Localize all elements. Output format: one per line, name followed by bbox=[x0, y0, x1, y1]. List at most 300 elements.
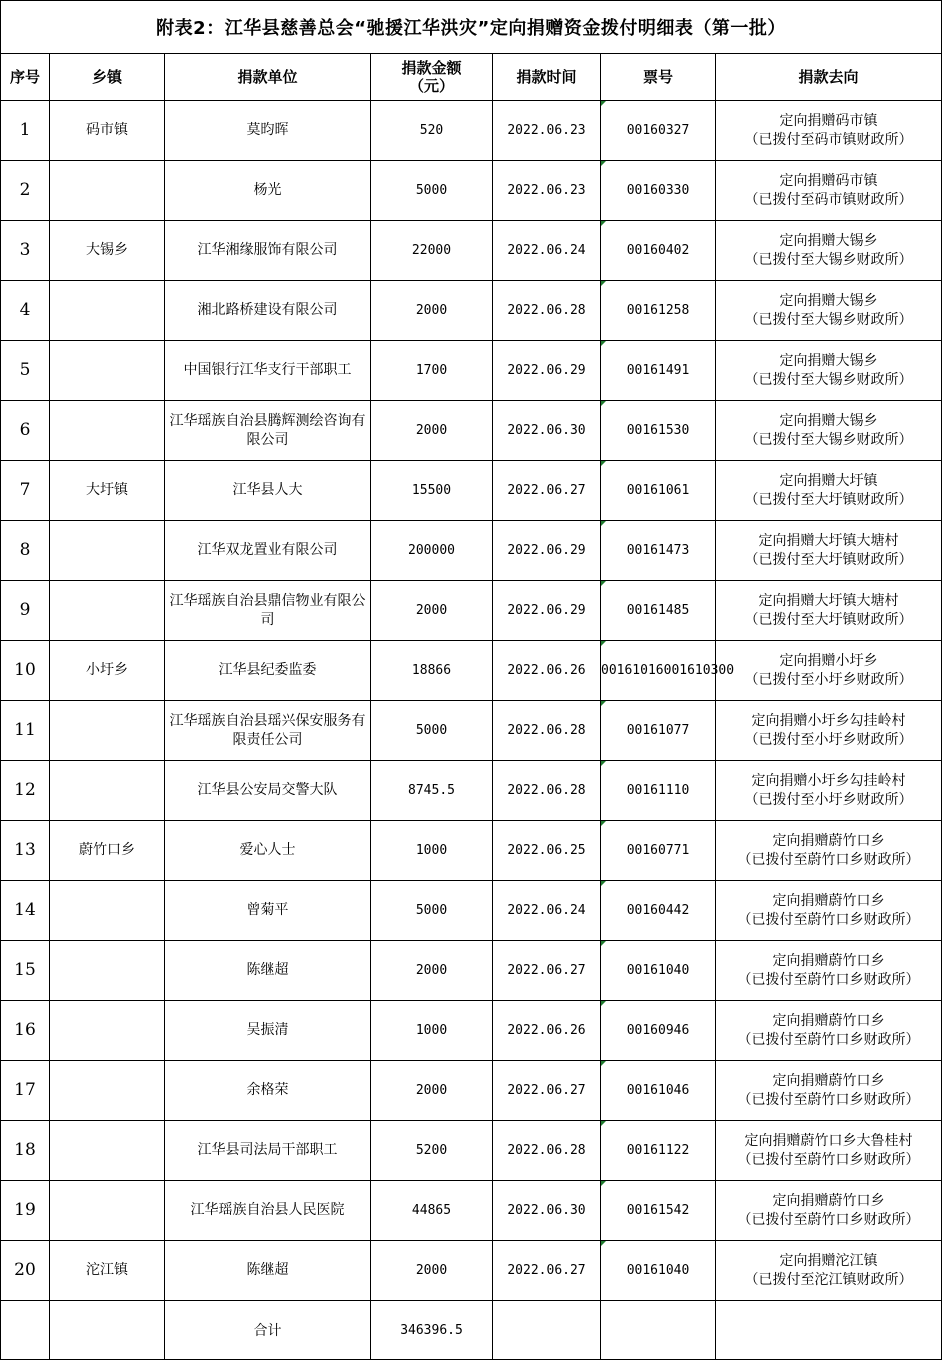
cell-destination bbox=[716, 1001, 942, 1061]
cell-date-text: 2022.06.23 bbox=[507, 183, 586, 198]
cell-ticket-text: 00160327 bbox=[626, 123, 690, 138]
cell-donor bbox=[165, 581, 371, 641]
cell-donor bbox=[165, 1061, 371, 1121]
cell-index-text: 12 bbox=[14, 780, 36, 800]
destination-line2: （已拨付至蔚竹口乡财政所） bbox=[737, 851, 920, 868]
cell-destination bbox=[716, 641, 942, 701]
total-town-cell bbox=[50, 1301, 165, 1360]
table-row bbox=[1, 941, 942, 1001]
cell-ticket bbox=[601, 221, 716, 281]
comment-marker-icon bbox=[601, 581, 606, 586]
cell-destination bbox=[716, 1061, 942, 1121]
cell-destination bbox=[716, 521, 942, 581]
cell-donor bbox=[165, 881, 371, 941]
destination-line2: （已拨付至蔚竹口乡财政所） bbox=[737, 1211, 920, 1228]
destination-line1: 定向捐赠码市镇 bbox=[779, 112, 878, 129]
cell-donor bbox=[165, 461, 371, 521]
cell-town bbox=[50, 1001, 165, 1061]
cell-amount-text: 2000 bbox=[415, 303, 448, 318]
cell-amount-text: 5200 bbox=[415, 1143, 448, 1158]
table-row bbox=[1, 1121, 942, 1181]
destination-line2: （已拨付至蔚竹口乡财政所） bbox=[737, 971, 920, 988]
cell-donor-text: 吴振清 bbox=[246, 1022, 289, 1038]
cell-town bbox=[50, 1241, 165, 1301]
destination-line2: （已拨付至大锡乡财政所） bbox=[744, 311, 913, 328]
cell-date bbox=[493, 461, 601, 521]
cell-town bbox=[50, 1121, 165, 1181]
cell-ticket bbox=[601, 761, 716, 821]
cell-donor bbox=[165, 941, 371, 1001]
table-row bbox=[1, 101, 942, 161]
cell-town bbox=[50, 341, 165, 401]
cell-index-text: 15 bbox=[14, 960, 36, 980]
cell-index-text: 6 bbox=[19, 420, 31, 440]
cell-donor bbox=[165, 1181, 371, 1241]
cell-date bbox=[493, 641, 601, 701]
table-row bbox=[1, 521, 942, 581]
cell-donor-text: 曾菊平 bbox=[246, 902, 289, 918]
cell-ticket-text: 00161258 bbox=[626, 303, 690, 318]
cell-donor bbox=[165, 221, 371, 281]
total-ticket-cell bbox=[601, 1301, 716, 1360]
cell-ticket bbox=[601, 161, 716, 221]
table-row bbox=[1, 401, 942, 461]
cell-amount-text: 2000 bbox=[415, 603, 448, 618]
destination-line2: （已拨付至大圩镇财政所） bbox=[744, 611, 913, 628]
cell-index bbox=[1, 1241, 50, 1301]
cell-date bbox=[493, 401, 601, 461]
cell-ticket-text: 00160402 bbox=[626, 243, 690, 258]
destination-line1: 定向捐赠蔚竹口乡 bbox=[772, 1072, 885, 1089]
cell-ticket-text: 00161491 bbox=[626, 363, 690, 378]
cell-ticket-text: 00161122 bbox=[626, 1143, 690, 1158]
cell-destination bbox=[716, 101, 942, 161]
cell-donor-text: 江华瑶族自治县鼎信物业有限公司 bbox=[169, 592, 366, 628]
table-row bbox=[1, 1001, 942, 1061]
destination-line2: （已拨付至大锡乡财政所） bbox=[744, 371, 913, 388]
comment-marker-icon bbox=[601, 281, 606, 286]
total-date-cell bbox=[493, 1301, 601, 1360]
cell-destination bbox=[716, 1181, 942, 1241]
cell-date-text: 2022.06.27 bbox=[507, 1263, 586, 1278]
cell-index-text: 10 bbox=[14, 660, 36, 680]
cell-ticket bbox=[601, 701, 716, 761]
comment-marker-icon bbox=[601, 701, 606, 706]
cell-index bbox=[1, 1001, 50, 1061]
cell-amount-text: 1000 bbox=[415, 843, 448, 858]
comment-marker-icon bbox=[601, 401, 606, 406]
cell-donor-text: 江华县公安局交警大队 bbox=[197, 782, 338, 798]
cell-donor bbox=[165, 701, 371, 761]
comment-marker-icon bbox=[601, 1121, 606, 1126]
cell-ticket-text: 00161046 bbox=[626, 1083, 690, 1098]
cell-date-text: 2022.06.28 bbox=[507, 723, 586, 738]
cell-index bbox=[1, 341, 50, 401]
cell-amount bbox=[371, 401, 493, 461]
cell-ticket bbox=[601, 1181, 716, 1241]
table-row bbox=[1, 281, 942, 341]
destination-line1: 定向捐赠蔚竹口乡 bbox=[772, 952, 885, 969]
cell-date bbox=[493, 1061, 601, 1121]
destination-line1: 定向捐赠蔚竹口乡 bbox=[772, 832, 885, 849]
cell-date-text: 2022.06.28 bbox=[507, 303, 586, 318]
cell-index bbox=[1, 1121, 50, 1181]
comment-marker-icon bbox=[601, 881, 606, 886]
cell-town bbox=[50, 701, 165, 761]
cell-destination bbox=[716, 221, 942, 281]
cell-donor-text: 江华瑶族自治县人民医院 bbox=[190, 1202, 345, 1218]
cell-amount-text: 5000 bbox=[415, 903, 448, 918]
header-amount-line1: 捐款金额 bbox=[401, 59, 462, 77]
header-date: 捐款时间 bbox=[493, 54, 601, 101]
comment-marker-icon bbox=[601, 461, 606, 466]
cell-date bbox=[493, 101, 601, 161]
table-title: 附表2：江华县慈善总会“驰援江华洪灾”定向捐赠资金拨付明细表（第一批） bbox=[1, 1, 942, 54]
cell-date bbox=[493, 341, 601, 401]
cell-date bbox=[493, 581, 601, 641]
destination-line2: （已拨付至小圩乡财政所） bbox=[744, 671, 913, 688]
cell-amount-text: 2000 bbox=[415, 1083, 448, 1098]
cell-index-text: 9 bbox=[19, 600, 31, 620]
cell-index bbox=[1, 401, 50, 461]
table-row bbox=[1, 1181, 942, 1241]
cell-donor-text: 江华瑶族自治县瑶兴保安服务有限责任公司 bbox=[169, 712, 366, 748]
comment-marker-icon bbox=[601, 341, 606, 346]
cell-date-text: 2022.06.30 bbox=[507, 423, 586, 438]
cell-destination bbox=[716, 761, 942, 821]
cell-town bbox=[50, 281, 165, 341]
cell-destination bbox=[716, 161, 942, 221]
destination-line2: （已拨付至小圩乡财政所） bbox=[744, 731, 913, 748]
cell-date bbox=[493, 281, 601, 341]
table-body bbox=[1, 101, 942, 1301]
cell-index bbox=[1, 941, 50, 1001]
cell-ticket-text: 00161110 bbox=[626, 783, 690, 798]
cell-date bbox=[493, 881, 601, 941]
cell-amount bbox=[371, 521, 493, 581]
cell-amount bbox=[371, 281, 493, 341]
cell-index-text: 20 bbox=[14, 1260, 36, 1280]
destination-line1: 定向捐赠小圩乡勾挂岭村 bbox=[751, 712, 906, 729]
cell-amount-text: 5000 bbox=[415, 183, 448, 198]
cell-ticket-text: 00160442 bbox=[626, 903, 690, 918]
header-ticket: 票号 bbox=[601, 54, 716, 101]
cell-destination bbox=[716, 941, 942, 1001]
cell-index bbox=[1, 161, 50, 221]
cell-ticket bbox=[601, 1241, 716, 1301]
cell-donor-text: 陈继超 bbox=[246, 962, 289, 978]
cell-donor-text: 江华县司法局干部职工 bbox=[197, 1142, 338, 1158]
header-donor: 捐款单位 bbox=[165, 54, 371, 101]
cell-amount-text: 22000 bbox=[411, 243, 452, 258]
cell-town-text: 码市镇 bbox=[86, 122, 128, 138]
cell-index-text: 14 bbox=[14, 900, 36, 920]
table-row bbox=[1, 821, 942, 881]
cell-destination bbox=[716, 881, 942, 941]
cell-donor-text: 湘北路桥建设有限公司 bbox=[197, 302, 338, 318]
cell-donor bbox=[165, 161, 371, 221]
table-row bbox=[1, 701, 942, 761]
destination-line1: 定向捐赠大锡乡 bbox=[779, 412, 878, 429]
cell-date bbox=[493, 701, 601, 761]
cell-index bbox=[1, 281, 50, 341]
cell-ticket-text: 00161530 bbox=[626, 423, 690, 438]
total-destination-cell bbox=[716, 1301, 942, 1360]
cell-destination bbox=[716, 701, 942, 761]
cell-donor-text: 陈继超 bbox=[246, 1262, 289, 1278]
cell-donor bbox=[165, 641, 371, 701]
cell-donor bbox=[165, 1241, 371, 1301]
table-row bbox=[1, 1061, 942, 1121]
cell-index bbox=[1, 1061, 50, 1121]
table-row bbox=[1, 761, 942, 821]
header-amount-line2: （元） bbox=[408, 77, 454, 95]
comment-marker-icon bbox=[601, 1181, 606, 1186]
cell-index bbox=[1, 461, 50, 521]
destination-line2: （已拨付至沱江镇财政所） bbox=[744, 1271, 913, 1288]
cell-amount bbox=[371, 101, 493, 161]
destination-line1: 定向捐赠大锡乡 bbox=[779, 232, 878, 249]
destination-line1: 定向捐赠大锡乡 bbox=[779, 292, 878, 309]
cell-amount-text: 8745.5 bbox=[408, 783, 455, 798]
cell-amount-text: 2000 bbox=[415, 1263, 448, 1278]
cell-donor-text: 中国银行江华支行干部职工 bbox=[183, 362, 352, 378]
destination-line1: 定向捐赠小圩乡勾挂岭村 bbox=[751, 772, 906, 789]
cell-destination bbox=[716, 1121, 942, 1181]
cell-town bbox=[50, 461, 165, 521]
cell-index bbox=[1, 701, 50, 761]
cell-amount bbox=[371, 1001, 493, 1061]
cell-town-text: 沱江镇 bbox=[86, 1262, 128, 1278]
cell-date bbox=[493, 221, 601, 281]
cell-date-text: 2022.06.27 bbox=[507, 963, 586, 978]
cell-donor-text: 杨光 bbox=[253, 182, 282, 198]
cell-index-text: 19 bbox=[14, 1200, 36, 1220]
comment-marker-icon bbox=[601, 941, 606, 946]
cell-index-text: 1 bbox=[19, 120, 31, 140]
destination-line1: 定向捐赠沱江镇 bbox=[779, 1252, 878, 1269]
cell-ticket-text: 00161542 bbox=[626, 1203, 690, 1218]
cell-amount bbox=[371, 581, 493, 641]
cell-donor bbox=[165, 401, 371, 461]
destination-line2: （已拨付至蔚竹口乡财政所） bbox=[737, 1031, 920, 1048]
cell-amount bbox=[371, 761, 493, 821]
cell-ticket bbox=[601, 821, 716, 881]
cell-town bbox=[50, 221, 165, 281]
cell-index-text: 18 bbox=[14, 1140, 36, 1160]
cell-index bbox=[1, 881, 50, 941]
cell-donor-text: 莫昀晖 bbox=[246, 122, 289, 138]
cell-date-text: 2022.06.24 bbox=[507, 903, 586, 918]
cell-index bbox=[1, 641, 50, 701]
table-row bbox=[1, 641, 942, 701]
cell-index bbox=[1, 821, 50, 881]
cell-town bbox=[50, 101, 165, 161]
cell-date-text: 2022.06.26 bbox=[507, 663, 586, 678]
cell-date-text: 2022.06.28 bbox=[507, 783, 586, 798]
cell-town bbox=[50, 1061, 165, 1121]
cell-donor-text: 江华湘缘服饰有限公司 bbox=[197, 242, 338, 258]
cell-date bbox=[493, 1001, 601, 1061]
table-row bbox=[1, 161, 942, 221]
cell-index-text: 7 bbox=[19, 480, 31, 500]
table-row bbox=[1, 1241, 942, 1301]
cell-destination bbox=[716, 341, 942, 401]
cell-amount bbox=[371, 221, 493, 281]
cell-ticket-text: 00161061 bbox=[626, 483, 690, 498]
cell-donor-text: 江华县人大 bbox=[232, 482, 303, 498]
cell-donor bbox=[165, 341, 371, 401]
cell-ticket-text: 00161016001610300 bbox=[601, 663, 735, 678]
cell-donor bbox=[165, 1121, 371, 1181]
cell-index-text: 3 bbox=[19, 240, 31, 260]
comment-marker-icon bbox=[601, 521, 606, 526]
cell-ticket bbox=[601, 1061, 716, 1121]
destination-line2: （已拨付至大锡乡财政所） bbox=[744, 431, 913, 448]
cell-amount-text: 2000 bbox=[415, 963, 448, 978]
cell-town-text: 大锡乡 bbox=[86, 242, 128, 258]
cell-date-text: 2022.06.25 bbox=[507, 843, 586, 858]
header-row bbox=[1, 54, 942, 101]
cell-town bbox=[50, 641, 165, 701]
comment-marker-icon bbox=[601, 1061, 606, 1066]
cell-town bbox=[50, 1181, 165, 1241]
cell-date bbox=[493, 161, 601, 221]
cell-town bbox=[50, 761, 165, 821]
destination-line2: （已拨付至大圩镇财政所） bbox=[744, 551, 913, 568]
destination-line2: （已拨付至码市镇财政所） bbox=[744, 131, 913, 148]
cell-ticket-text: 00160946 bbox=[626, 1023, 690, 1038]
cell-destination bbox=[716, 461, 942, 521]
total-label: 合计 bbox=[165, 1301, 371, 1360]
cell-date-text: 2022.06.29 bbox=[507, 543, 586, 558]
destination-line1: 定向捐赠蔚竹口乡 bbox=[772, 1192, 885, 1209]
cell-amount bbox=[371, 341, 493, 401]
cell-index bbox=[1, 101, 50, 161]
cell-index-text: 2 bbox=[19, 180, 31, 200]
destination-line2: （已拨付至小圩乡财政所） bbox=[744, 791, 913, 808]
comment-marker-icon bbox=[601, 1001, 606, 1006]
cell-date bbox=[493, 521, 601, 581]
cell-date bbox=[493, 761, 601, 821]
cell-ticket bbox=[601, 881, 716, 941]
cell-town bbox=[50, 821, 165, 881]
cell-amount bbox=[371, 1241, 493, 1301]
destination-line1: 定向捐赠大圩镇 bbox=[779, 472, 878, 489]
cell-town bbox=[50, 581, 165, 641]
cell-town-text: 小圩乡 bbox=[86, 662, 128, 678]
cell-date bbox=[493, 821, 601, 881]
cell-town-text: 大圩镇 bbox=[86, 482, 128, 498]
table-row bbox=[1, 881, 942, 941]
cell-ticket bbox=[601, 401, 716, 461]
cell-index-text: 4 bbox=[19, 300, 31, 320]
comment-marker-icon bbox=[601, 1241, 606, 1246]
cell-ticket-text: 00160771 bbox=[626, 843, 690, 858]
table-row bbox=[1, 341, 942, 401]
destination-line1: 定向捐赠码市镇 bbox=[779, 172, 878, 189]
cell-ticket bbox=[601, 941, 716, 1001]
cell-ticket-text: 00161040 bbox=[626, 1263, 690, 1278]
cell-amount bbox=[371, 1121, 493, 1181]
cell-ticket-text: 00161077 bbox=[626, 723, 690, 738]
cell-index-text: 16 bbox=[14, 1020, 36, 1040]
cell-destination bbox=[716, 401, 942, 461]
cell-date bbox=[493, 1121, 601, 1181]
table-row bbox=[1, 221, 942, 281]
destination-line1: 定向捐赠蔚竹口乡 bbox=[772, 892, 885, 909]
cell-amount bbox=[371, 161, 493, 221]
cell-ticket-text: 00161473 bbox=[626, 543, 690, 558]
cell-index bbox=[1, 581, 50, 641]
cell-town bbox=[50, 401, 165, 461]
cell-amount bbox=[371, 1181, 493, 1241]
cell-destination bbox=[716, 581, 942, 641]
destination-line1: 定向捐赠小圩乡 bbox=[779, 652, 878, 669]
cell-amount-text: 520 bbox=[419, 123, 444, 138]
cell-date-text: 2022.06.28 bbox=[507, 1143, 586, 1158]
cell-amount bbox=[371, 821, 493, 881]
cell-ticket bbox=[601, 641, 735, 701]
cell-destination bbox=[716, 821, 942, 881]
destination-line1: 定向捐赠大圩镇大塘村 bbox=[758, 592, 899, 609]
cell-index bbox=[1, 221, 50, 281]
cell-date-text: 2022.06.30 bbox=[507, 1203, 586, 1218]
cell-donor-text: 余格荣 bbox=[246, 1082, 289, 1098]
cell-amount bbox=[371, 881, 493, 941]
cell-ticket bbox=[601, 101, 716, 161]
cell-index-text: 13 bbox=[14, 840, 36, 860]
cell-date-text: 2022.06.23 bbox=[507, 123, 586, 138]
comment-marker-icon bbox=[601, 101, 606, 106]
cell-donor-text: 江华瑶族自治县腾辉测绘咨询有限公司 bbox=[169, 412, 366, 448]
cell-date bbox=[493, 941, 601, 1001]
cell-amount-text: 1700 bbox=[415, 363, 448, 378]
cell-ticket bbox=[601, 341, 716, 401]
cell-town bbox=[50, 161, 165, 221]
cell-town-text: 蔚竹口乡 bbox=[79, 842, 135, 858]
cell-town bbox=[50, 941, 165, 1001]
cell-donor-text: 爱心人士 bbox=[239, 842, 296, 858]
cell-index-text: 11 bbox=[14, 720, 36, 740]
cell-donor bbox=[165, 521, 371, 581]
cell-ticket bbox=[601, 1121, 716, 1181]
cell-date-text: 2022.06.26 bbox=[507, 1023, 586, 1038]
cell-ticket bbox=[601, 1001, 716, 1061]
header-index: 序号 bbox=[1, 54, 50, 101]
cell-date-text: 2022.06.29 bbox=[507, 363, 586, 378]
header-town: 乡镇 bbox=[50, 54, 165, 101]
cell-donor bbox=[165, 821, 371, 881]
total-row bbox=[1, 1301, 942, 1360]
cell-amount-text: 1000 bbox=[415, 1023, 448, 1038]
cell-index-text: 5 bbox=[19, 360, 31, 380]
cell-ticket-text: 00160330 bbox=[626, 183, 690, 198]
cell-donor bbox=[165, 761, 371, 821]
destination-line2: （已拨付至蔚竹口乡财政所） bbox=[737, 1151, 920, 1168]
comment-marker-icon bbox=[601, 641, 606, 646]
cell-town bbox=[50, 521, 165, 581]
cell-destination bbox=[716, 1241, 942, 1301]
cell-donor-text: 江华双龙置业有限公司 bbox=[197, 542, 338, 558]
cell-ticket bbox=[601, 581, 716, 641]
destination-line1: 定向捐赠大锡乡 bbox=[779, 352, 878, 369]
cell-ticket bbox=[601, 281, 716, 341]
cell-donor bbox=[165, 281, 371, 341]
cell-amount-text: 44865 bbox=[411, 1203, 452, 1218]
cell-date-text: 2022.06.27 bbox=[507, 1083, 586, 1098]
cell-donor bbox=[165, 1001, 371, 1061]
